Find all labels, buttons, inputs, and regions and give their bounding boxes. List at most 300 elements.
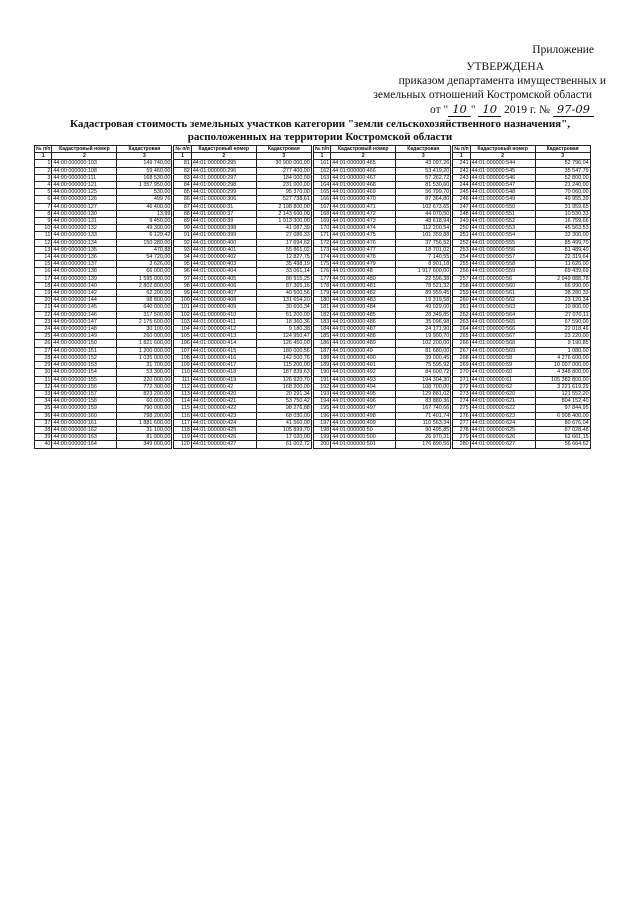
table-row (453, 282, 590, 289)
table-row (313, 268, 450, 275)
cadastral-number: 44:01:000000:405 (191, 275, 256, 282)
column-index-row (453, 153, 590, 160)
table-row (453, 290, 590, 297)
cadastral-value: 2 802 800,00 (117, 282, 172, 289)
table-block-2 (173, 145, 311, 449)
cadastral-value: 68 030,00 (256, 412, 311, 419)
cadastral-value: 38 280,33 (535, 290, 590, 297)
cadastral-number: 44:00:000000:145 (52, 304, 117, 311)
cadastral-number: 44:01:000000:296 (191, 167, 256, 174)
row-number: 241 (453, 160, 470, 167)
cadastral-number: 44:00:000000:164 (52, 441, 117, 448)
column-header: Кадастровый номер (331, 146, 396, 153)
row-number: 188 (313, 354, 330, 361)
table-row (174, 232, 311, 239)
table-row (313, 398, 450, 405)
row-number: 272 (453, 383, 470, 390)
cadastral-value: 4 276 600,00 (535, 354, 590, 361)
cadastral-number: 44:00:000000:136 (52, 254, 117, 261)
row-number: 174 (313, 254, 330, 261)
column-header: № п/п (175, 146, 190, 152)
cadastral-value: 823 200,00 (117, 390, 172, 397)
table-row (174, 340, 311, 347)
row-number: 164 (313, 182, 330, 189)
column-index-row (174, 153, 311, 160)
cadastral-number: 44:00:000000:130 (52, 210, 117, 217)
cadastral-value: 90 495,85 (396, 426, 451, 433)
table-row (313, 189, 450, 196)
cadastral-number: 44:01:000000:558 (470, 261, 535, 268)
table-row (313, 261, 450, 268)
cadastral-value: 87 364,80 (396, 196, 451, 203)
cadastral-value: 317 500,00 (117, 311, 172, 318)
row-number: 101 (174, 304, 191, 311)
handwritten-month: 10 (478, 102, 501, 117)
row-number: 108 (174, 354, 191, 361)
row-number: 268 (453, 354, 470, 361)
row-number: 180 (313, 297, 330, 304)
cadastral-number: 44:01:000000:427 (191, 441, 256, 448)
cadastral-value: 43 097,26 (396, 160, 451, 167)
cadastral-number: 44:01:000000:62 (470, 383, 535, 390)
table-row (174, 362, 311, 369)
cadastral-number: 44:01:000000:566 (470, 326, 535, 333)
cadastral-number: 44:01:000000:58 (470, 354, 535, 361)
cadastral-value: 53 419,20 (396, 167, 451, 174)
table-row (453, 390, 590, 397)
cadastral-number: 44:00:000000:155 (52, 376, 117, 383)
table-row (174, 196, 311, 203)
cadastral-value: 67 590,00 (535, 318, 590, 325)
row-number: 182 (313, 311, 330, 318)
table-block-3 (313, 145, 451, 449)
cadastral-value: 60 000,00 (117, 398, 172, 405)
cadastral-value: 81 680,00 (396, 347, 451, 354)
table-row (453, 225, 590, 232)
table-row (35, 347, 172, 354)
cadastral-value: 98 276,88 (256, 405, 311, 412)
table-row (453, 441, 590, 448)
cadastral-value: 21 240,00 (535, 182, 590, 189)
cadastral-number: 44:01:000000:299 (191, 189, 256, 196)
document-title-line-2: расположенных на территории Костромской области (187, 131, 453, 143)
row-number: 5 (35, 189, 52, 196)
cadastral-number: 44:01:000000:414 (191, 340, 256, 347)
cadastral-number: 44:01:000000:61 (470, 376, 535, 383)
cadastral-value: 81 489,40 (535, 246, 590, 253)
cadastral-number: 44:01:000000:418 (191, 369, 256, 376)
cadastral-number: 44:01:000000:492 (331, 369, 396, 376)
row-number: 187 (313, 347, 330, 354)
cadastral-number: 44:00:000000:131 (52, 218, 117, 225)
cadastral-number: 44:01:000000:565 (470, 318, 535, 325)
cadastral-value: 80 676,04 (535, 419, 590, 426)
table-row (174, 182, 311, 189)
row-number: 183 (313, 318, 330, 325)
column-header: Кадастровый номер (191, 146, 256, 153)
row-number: 107 (174, 347, 191, 354)
cadastral-number: 44:01:000000:465 (331, 160, 396, 167)
table-row (35, 297, 172, 304)
table-row (313, 218, 450, 225)
document-title-line-1: Кадастровая стоимость земельных участков категории "земли сельскохозяйственного назначения", (70, 118, 570, 130)
row-number: 13 (35, 246, 52, 253)
cadastral-number: 44:01:000000:49 (331, 347, 396, 354)
row-number: 265 (453, 333, 470, 340)
cadastral-number: 44:01:000000:625 (470, 426, 535, 433)
cadastral-number: 44:01:000000:559 (470, 268, 535, 275)
cadastral-number: 44:00:000000:103 (52, 160, 117, 167)
cadastral-number: 44:01:000000:295 (191, 160, 256, 167)
row-number: 193 (313, 390, 330, 397)
table-block-4 (452, 145, 590, 449)
cadastral-number: 44:01:000000:37 (191, 210, 256, 217)
table-row (174, 318, 311, 325)
cadastral-value: 772 300,00 (117, 383, 172, 390)
table-row (453, 246, 590, 253)
cadastral-value: 220 000,00 (117, 376, 172, 383)
table-row (174, 441, 311, 448)
table-row (35, 326, 172, 333)
table-row (174, 189, 311, 196)
row-number: 253 (453, 246, 470, 253)
row-number: 200 (313, 441, 330, 448)
cadastral-value: 23 220,00 (535, 333, 590, 340)
cadastral-number: 44:01:000000:495 (331, 390, 396, 397)
cadastral-value: 19 319,58 (396, 297, 451, 304)
cadastral-value: 108 700,00 (396, 383, 451, 390)
table-row (313, 167, 450, 174)
table-row (35, 189, 172, 196)
row-number: 25 (35, 333, 52, 340)
cadastral-value: 97 844,95 (535, 405, 590, 412)
table-row (453, 340, 590, 347)
cadastral-value: 102 200,00 (396, 340, 451, 347)
cadastral-value: 35 498,19 (256, 261, 311, 268)
table-row (174, 434, 311, 441)
row-number: 190 (313, 369, 330, 376)
cadastral-number: 44:00:000000:134 (52, 239, 117, 246)
table-row (174, 174, 311, 181)
row-number: 165 (313, 189, 330, 196)
table-row (313, 390, 450, 397)
column-index: 2 (52, 153, 117, 160)
row-number: 242 (453, 167, 470, 174)
row-number: 15 (35, 261, 52, 268)
cadastral-value: 1 080,00 (535, 347, 590, 354)
cadastral-value: 55 861,02 (256, 246, 311, 253)
table-row (174, 261, 311, 268)
row-number: 199 (313, 434, 330, 441)
row-number: 270 (453, 369, 470, 376)
row-number: 271 (453, 376, 470, 383)
table-row (35, 318, 172, 325)
cadastral-value: 87 028,48 (535, 426, 590, 433)
cadastral-value: 349 000,00 (117, 441, 172, 448)
cadastral-value: 46 400,00 (117, 203, 172, 210)
cadastral-value: 69 439,69 (535, 268, 590, 275)
row-number: 32 (35, 383, 52, 390)
cadastral-number: 44:01:000000:556 (470, 246, 535, 253)
cadastral-value: 131 654,20 (256, 297, 311, 304)
cadastral-value: 31 100,00 (117, 426, 172, 433)
cadastral-value: 10 800,00 (535, 304, 590, 311)
cadastral-number: 44:01:000000:470 (331, 196, 396, 203)
cadastral-number: 44:00:000000:149 (52, 333, 117, 340)
cadastral-value: 17 694,62 (256, 239, 311, 246)
cadastral-value: 184 000,00 (256, 174, 311, 181)
cadastral-number: 44:01:000000:547 (470, 182, 535, 189)
cadastral-number: 44:01:000000:472 (331, 210, 396, 217)
cadastral-value: 28 349,85 (396, 311, 451, 318)
table-row (35, 412, 172, 419)
row-number: 258 (453, 282, 470, 289)
order-line-2: земельных отношений Костромской области (373, 89, 592, 101)
cadastral-number: 44:01:000000:549 (470, 196, 535, 203)
row-number: 192 (313, 383, 330, 390)
cadastral-number: 44:01:000000:403 (191, 261, 256, 268)
row-number: 86 (174, 196, 191, 203)
cadastral-number: 44:00:000000:127 (52, 203, 117, 210)
cadastral-value: 9 450,00 (117, 218, 172, 225)
cadastral-number: 44:01:000000:548 (470, 189, 535, 196)
order-line-1: приказом департамента имущественных и (398, 75, 606, 87)
cadastral-value: 10 530,33 (535, 210, 590, 217)
approved-label: УТВЕРЖДЕНА (466, 61, 544, 73)
row-number: 105 (174, 333, 191, 340)
cadastral-value: 16 759,66 (535, 218, 590, 225)
row-number: 254 (453, 254, 470, 261)
table-row (35, 441, 172, 448)
cadastral-value: 180 000,56 (256, 347, 311, 354)
cadastral-number: 44:01:000000:426 (191, 434, 256, 441)
row-number: 6 (35, 196, 52, 203)
row-number: 118 (174, 426, 191, 433)
cadastral-value: 9 190,85 (535, 340, 590, 347)
row-number: 248 (453, 210, 470, 217)
row-number: 176 (313, 268, 330, 275)
cadastral-value: 57 262,72 (396, 174, 451, 181)
column-index-row (35, 153, 172, 160)
cadastral-value: 52 796,04 (535, 160, 590, 167)
table-row (453, 210, 590, 217)
table-row (453, 297, 590, 304)
table-row (35, 398, 172, 405)
column-index: 2 (470, 153, 535, 160)
column-index: 1 (35, 153, 52, 160)
table-row (313, 182, 450, 189)
row-number: 260 (453, 297, 470, 304)
table-row (453, 405, 590, 412)
cadastral-number: 44:01:000000:487 (331, 326, 396, 333)
row-number: 266 (453, 340, 470, 347)
cadastral-number: 44:01:000000:627 (470, 441, 535, 448)
row-number: 186 (313, 340, 330, 347)
cadastral-value: 530,00 (117, 189, 172, 196)
cadastral-value: 31 700,00 (117, 362, 172, 369)
row-number: 98 (174, 282, 191, 289)
cadastral-number: 44:00:000000:159 (52, 405, 117, 412)
table-row (453, 369, 590, 376)
cadastral-number: 44:01:000000:406 (191, 282, 256, 289)
cadastral-number: 44:01:000000:562 (470, 297, 535, 304)
cadastral-number: 44:01:000000:563 (470, 304, 535, 311)
row-number: 189 (313, 362, 330, 369)
row-number: 276 (453, 412, 470, 419)
table-row (453, 354, 590, 361)
year-text: 2019 г. № (503, 104, 550, 116)
table-row (35, 218, 172, 225)
table-row (35, 304, 172, 311)
table-row (453, 160, 590, 167)
table-row (174, 297, 311, 304)
cadastral-number: 44:01:000000:544 (470, 160, 535, 167)
cadastral-number: 44:00:000000:157 (52, 390, 117, 397)
cadastral-value: 49 955,39 (535, 196, 590, 203)
column-index: 2 (191, 153, 256, 160)
table-row (453, 174, 590, 181)
cadastral-value: 2 175 600,00 (117, 318, 172, 325)
table-row (174, 167, 311, 174)
table-row (174, 246, 311, 253)
cadastral-value: 1 821 600,00 (117, 340, 172, 347)
row-number: 12 (35, 239, 52, 246)
table-row (453, 383, 590, 390)
cadastral-value: 126 450,00 (256, 340, 311, 347)
cadastral-value: 187 839,63 (256, 369, 311, 376)
cadastral-value: 78 521,32 (396, 282, 451, 289)
row-number: 38 (35, 426, 52, 433)
cadastral-value: 112 200,54 (396, 225, 451, 232)
cadastral-number: 44:01:000000:494 (331, 383, 396, 390)
cadastral-value: 7 140,55 (396, 254, 451, 261)
cadastral-value: 2 949 888,78 (535, 275, 590, 282)
cadastral-value: 56 664,62 (535, 441, 590, 448)
cadastral-number: 44:00:000000:139 (52, 275, 117, 282)
table-row (313, 441, 450, 448)
cadastral-number: 44:01:000000:555 (470, 239, 535, 246)
row-number: 181 (313, 304, 330, 311)
cadastral-value: 23 120,34 (535, 297, 590, 304)
cadastral-value: 1 917 600,00 (396, 268, 451, 275)
table-row (174, 347, 311, 354)
row-number: 7 (35, 203, 52, 210)
cadastral-value: 84 600,72 (396, 369, 451, 376)
table-header-row (453, 146, 590, 153)
row-number: 4 (35, 182, 52, 189)
cadastral-value: 35 547,79 (535, 167, 590, 174)
cadastral-number: 44:00:000000:125 (52, 189, 117, 196)
cadastral-number: 44:00:000000:152 (52, 354, 117, 361)
cadastral-number: 44:00:000000:137 (52, 261, 117, 268)
row-number: 87 (174, 203, 191, 210)
table-row (453, 203, 590, 210)
cadastral-value: 1 595 000,00 (117, 275, 172, 282)
column-index: 3 (535, 153, 590, 160)
row-number: 83 (174, 174, 191, 181)
row-number: 104 (174, 326, 191, 333)
cadastral-number: 44:01:000000:493 (331, 376, 396, 383)
table-row (453, 239, 590, 246)
cadastral-value: 102 673,65 (396, 203, 451, 210)
table-row (174, 326, 311, 333)
row-number: 11 (35, 232, 52, 239)
cadastral-number: 44:01:000000:415 (191, 347, 256, 354)
table-row (35, 182, 172, 189)
row-number: 85 (174, 189, 191, 196)
cadastral-value: 22 319,64 (535, 254, 590, 261)
cadastral-value: 30 900 000,00 (256, 160, 311, 167)
cadastral-number: 44:01:000000:298 (191, 182, 256, 189)
cadastral-value: 19 900,70 (396, 333, 451, 340)
table-row (453, 398, 590, 405)
table-row (453, 412, 590, 419)
table-row (313, 196, 450, 203)
row-number: 114 (174, 398, 191, 405)
row-number: 255 (453, 261, 470, 268)
cadastral-value: 24 171,90 (396, 326, 451, 333)
cadastral-number: 44:01:000000:399 (191, 232, 256, 239)
table-row (35, 311, 172, 318)
cadastral-number: 44:01:000000:569 (470, 347, 535, 354)
cadastral-number: 44:01:000000:486 (331, 318, 396, 325)
table-row (453, 218, 590, 225)
column-header: Кадастровый номер (470, 146, 535, 153)
cadastral-number: 44:01:000000:554 (470, 232, 535, 239)
table-row (313, 412, 450, 419)
cadastral-number: 44:01:000000:39 (191, 218, 256, 225)
table-row (453, 261, 590, 268)
row-number: 194 (313, 398, 330, 405)
row-number: 34 (35, 398, 52, 405)
cadastral-value: 61 002,72 (256, 441, 311, 448)
row-number: 243 (453, 174, 470, 181)
row-number: 88 (174, 210, 191, 217)
cadastral-value: 81 900,00 (117, 434, 172, 441)
cadastral-number: 44:01:000000:419 (191, 376, 256, 383)
cadastral-value: 44 070,50 (396, 210, 451, 217)
order-date-line (430, 102, 594, 117)
cadastral-number: 44:01:000000:496 (331, 398, 396, 405)
cadastral-number: 44:01:000000:477 (331, 246, 396, 253)
cadastral-number: 44:00:000000:148 (52, 326, 117, 333)
cadastral-value: 6 908 400,00 (535, 412, 590, 419)
row-number: 171 (313, 232, 330, 239)
cadastral-number: 44:01:000000:620 (470, 390, 535, 397)
cadastral-number: 44:01:000000:550 (470, 203, 535, 210)
table-row (174, 376, 311, 383)
row-number: 251 (453, 232, 470, 239)
column-header: Кадастровая (396, 146, 451, 153)
cadastral-number: 44:01:000000:488 (331, 333, 396, 340)
table-row (313, 347, 450, 354)
table-row (453, 311, 590, 318)
row-number: 162 (313, 167, 330, 174)
cadastral-number: 44:01:000000:498 (331, 412, 396, 419)
row-number: 26 (35, 340, 52, 347)
row-number: 106 (174, 340, 191, 347)
row-number: 185 (313, 333, 330, 340)
cadastral-number: 44:01:000000:42 (191, 383, 256, 390)
table-row (453, 419, 590, 426)
cadastral-value: 17 020,00 (256, 434, 311, 441)
row-number: 14 (35, 254, 52, 261)
row-number: 244 (453, 182, 470, 189)
table-row (174, 369, 311, 376)
cadastral-number: 44:00:000000:154 (52, 369, 117, 376)
cadastral-number: 44:01:000000:297 (191, 174, 256, 181)
row-number: 246 (453, 196, 470, 203)
